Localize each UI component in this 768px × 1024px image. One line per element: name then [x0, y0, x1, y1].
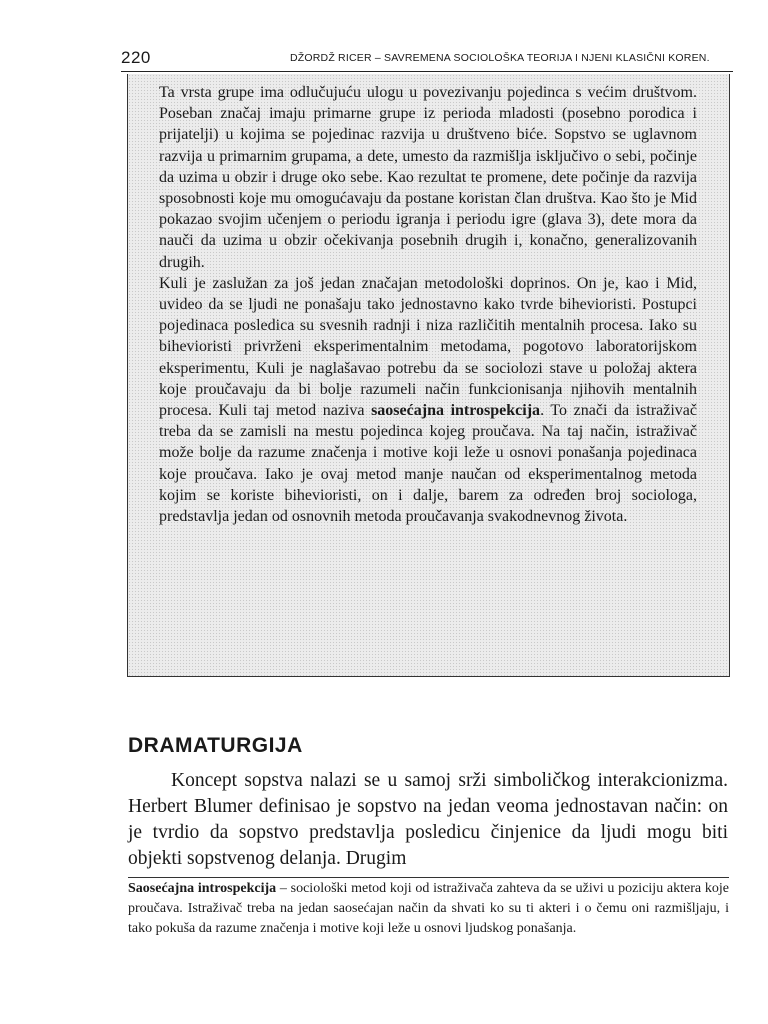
section-heading: DRAMATURGIJA — [128, 734, 303, 757]
body-text — [128, 768, 728, 872]
page-number: 220 — [121, 48, 151, 67]
key-term-bold: saosećajna introspekcija — [371, 402, 541, 420]
sidebar-paragraph-1: Ta vrsta grupe ima odlučujuću ulogu u povezivanju pojedinca s većim društvom. Poseban značaj imaju primarne grupe iz perioda mladosti (posebno porodica i prijatelji) u kojima se pojedinac razvija u društveno biće. Sopstvo se uglavnom razvija u primarnim grupama, a dete, umesto da razmišlja isključivo o sebi, počinje da uzima u obzir i druge oko sebe. Kao rezultat te promene, dete počinje da razvija sposobnosti koje mu omogućavaju da postane koristan član društva. Kao što je Mid pokazao svojim učenjem o periodu igranja i periodu igre (glava 3), dete mora da nauči da uzima u obzir očekivanja posebnih drugih i, konačno, generalizovanih drugih. — [159, 84, 697, 271]
footnote-term: Saosećajna introspekcija — [128, 881, 277, 896]
footnote-text — [128, 879, 729, 939]
sidebar-paragraph-2 — [159, 273, 697, 527]
body-paragraph: Koncept sopstva nalazi se u samoj srži simboličkog interakcionizma. Herbert Blumer definisao je sopstvo na jedan veoma jednostavan način: on je tvrdio da sopstvo predstavlja posledicu činjenice da ljudi mogu biti objekti sopstvenog delanja. Drugim — [128, 770, 728, 869]
sidebar-paragraph-2-start: Kuli je zaslužan za još jedan značajan metodološki doprinos. On je, kao i Mid, uvideo da se ljudi ne ponašaju tako jednostavno kako tvrde bihevioristi. Postupci pojedinaca posledica su svesnih radnji i niza različitih mentalnih procesa. Iako su bihevioristi privrženi eksperimentalnim metodama, pogotovo laboratorijskom eksperimentu, Kuli je naglašavao potrebu da se sociolozi stave u položaj aktera koje proučavaju da bi bolje razumeli način funkcionisanja njihovih mentalnih procesa. Kuli taj metod naziva — [159, 274, 697, 420]
sidebar-paragraph-2-end: . To znači da istraživač treba da se zamisli na mestu pojedinca kojeg proučava. Na taj način, istraživač može bolje da razume značenja i motive koji leže u osnovi ponašanja pojedinaca koje proučava. Iako je ovaj metod manje naučan od eksperimentalnog metoda kojim se koriste bihevioristi, on i dalje, barem za određen broj sociologa, predstavlja jedan od osnovnih metoda proučavanja svakodnevnog života. — [159, 402, 698, 526]
footnote — [128, 879, 729, 939]
sidebar-box-text — [159, 82, 697, 527]
footnote-rule — [128, 877, 729, 878]
footnote-definition: – sociološki metod koji od istraživača zahteva da se uživi u poziciju aktera koje proučava. Istraživač treba na jedan saosećajan način da shvati ko su ti akteri i o čemu oni razmišljaju, i tako pokuša da razume značenja i motive koji leže u osnovi ljudskog ponašanja. — [128, 881, 729, 936]
running-head: DŽORDŽ RICER – SAVREMENA SOCIOLOŠKA TEORIJA I NJENI KLASIČNI KOREN. — [290, 52, 710, 64]
header-rule — [121, 71, 733, 72]
